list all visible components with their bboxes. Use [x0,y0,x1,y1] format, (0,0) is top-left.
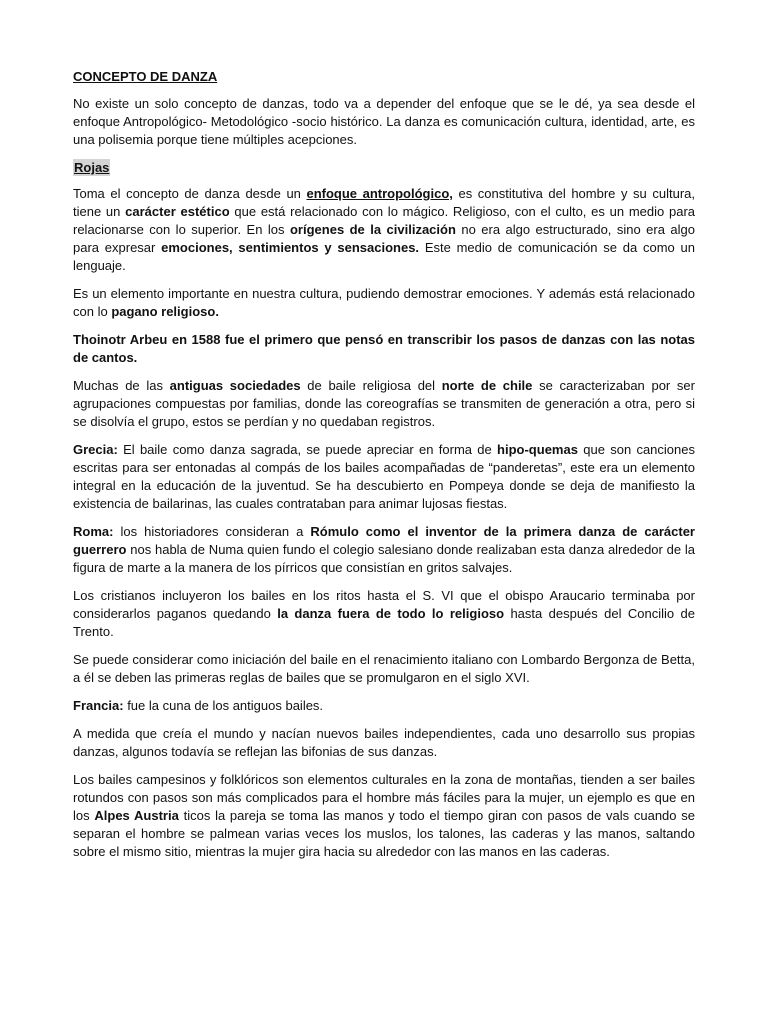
paragraph-cristianos [73,587,695,641]
emphasis-text: antiguas sociedades [169,378,301,393]
emphasis-text: emociones, sentimientos y sensaciones. [161,240,420,255]
paragraph-elemento-importante [73,285,695,321]
text-run: Los cristianos incluyeron los bailes en los ritos hasta el S. VI que el obispo Araucario terminaba por considerarlos paganos quedando [73,588,695,621]
emphasis-text: carácter estético [125,204,230,219]
text-run: Este medio de comunicación se da como un lenguaje. [73,240,695,273]
emphasis-text: pagano religioso. [111,304,219,319]
paragraph-antiguas-sociedades [73,377,695,431]
paragraph-renacimiento: Se puede considerar como iniciación del baile en el renacimiento italiano con Lombardo Bergonza de Betta, a él se deben las primeras reglas de bailes que se promulgaron en el siglo XVI. [73,652,695,685]
text-run: fue la cuna de los antiguos bailes. [123,698,324,713]
emphasis-text: la danza fuera de todo lo religioso [277,606,505,621]
emphasis-text: norte de chile [441,378,533,393]
text-run: Es un elemento importante en nuestra cultura, pudiendo demostrar emociones. Y además está relacionado con lo [73,286,695,319]
paragraph-enfoque-antropologico [73,185,695,275]
paragraph-roma [73,523,695,577]
text-run: Muchas de las [73,378,170,393]
emphasis-text: enfoque antropológico, [306,186,453,201]
text-run: de baile religiosa del [300,378,442,393]
intro-paragraph: No existe un solo concepto de danzas, todo va a depender del enfoque que se le dé, ya sea desde el enfoque Antropológico- Metodológico -socio histórico. La danza es comunicación cultura, identidad, arte, es una polisemia porque tiene múltiples acepciones. [73,96,695,147]
paragraph-nuevos-bailes: A medida que creía el mundo y nacían nuevos bailes independientes, cada uno desarrollo sus propias danzas, algunos todavía se reflejan las bifonias de sus danzas. [73,726,695,759]
emphasis-text: orígenes de la civilización [289,222,456,237]
emphasis-text: Thoinotr Arbeu en 1588 fue el primero que pensó en transcribir los pasos de danzas con las notas de cantos. [73,332,695,365]
text-run: se caracterizaban por ser agrupaciones compuestas por familias, donde las coreografías se transmiten de generación a otra, pero si se disolvía el grupo, estos se perdían y no quedaban registros. [73,378,695,429]
paragraph-francia [73,697,695,715]
section-heading-rojas: Rojas [74,160,110,175]
text-run: que son canciones escritas para ser entonadas al compás de los bailes acompañadas de “panderetas”, este era un elemento integral en la educación de la juventud. Se ha descubierto en Pompeya donde se deja de manifiesto la existencia de bailarinas, las cuales contrataban para animar lujosas fiestas. [73,442,695,511]
emphasis-text: Rómulo como el inventor de la primera danza de carácter guerrero [73,524,695,557]
paragraph-bailes-campesinos [73,771,695,861]
text-run: que está relacionado con lo mágico. Religioso, con el culto, es un medio para relacionarse con lo superior. En los [73,204,696,237]
text-run: Los bailes campesinos y folklóricos son elementos culturales en la zona de montañas, tienden a ser bailes rotundos con pasos son más complicados para el hombre más fáciles para la mujer, un ejemplo es que en los [73,772,695,823]
text-run: El baile como danza sagrada, se puede apreciar en forma de [117,442,498,457]
text-run: hasta después del Concilio de Trento. [73,606,696,639]
text-run: nos habla de Numa quien fundo el colegio salesiano donde realizaban esta danza alrededor de la figura de marte a la manera de los pírricos que consistían en gritos salvajes. [73,542,695,575]
paragraph-thoinot-arbeau [73,331,695,367]
emphasis-text: Alpes Austria [94,808,179,823]
text-run: los historiadores consideran a [113,524,311,539]
text-run: no era algo estructurado, sino era algo para expresar [73,222,695,255]
emphasis-text: Grecia: [73,442,118,457]
text-run: es constitutiva del hombre y su cultura, tiene un [73,186,695,219]
document-title: CONCEPTO DE DANZA [73,69,218,84]
text-run: ticos la pareja se toma las manos y todo el tiempo giran con pasos de vals cuando se separan el hombre se palmean varias veces los muslos, los talones, las caderas y las manos, saltando sobre el mismo sitio, mientras la mujer gira hacia su alrededor con las manos en las caderas. [73,808,695,859]
text-run: Toma el concepto de danza desde un [73,186,307,201]
emphasis-text: Roma: [73,524,114,539]
emphasis-text: Francia: [73,698,124,713]
emphasis-text: hipo-quemas [497,442,578,457]
paragraph-grecia [73,441,695,513]
